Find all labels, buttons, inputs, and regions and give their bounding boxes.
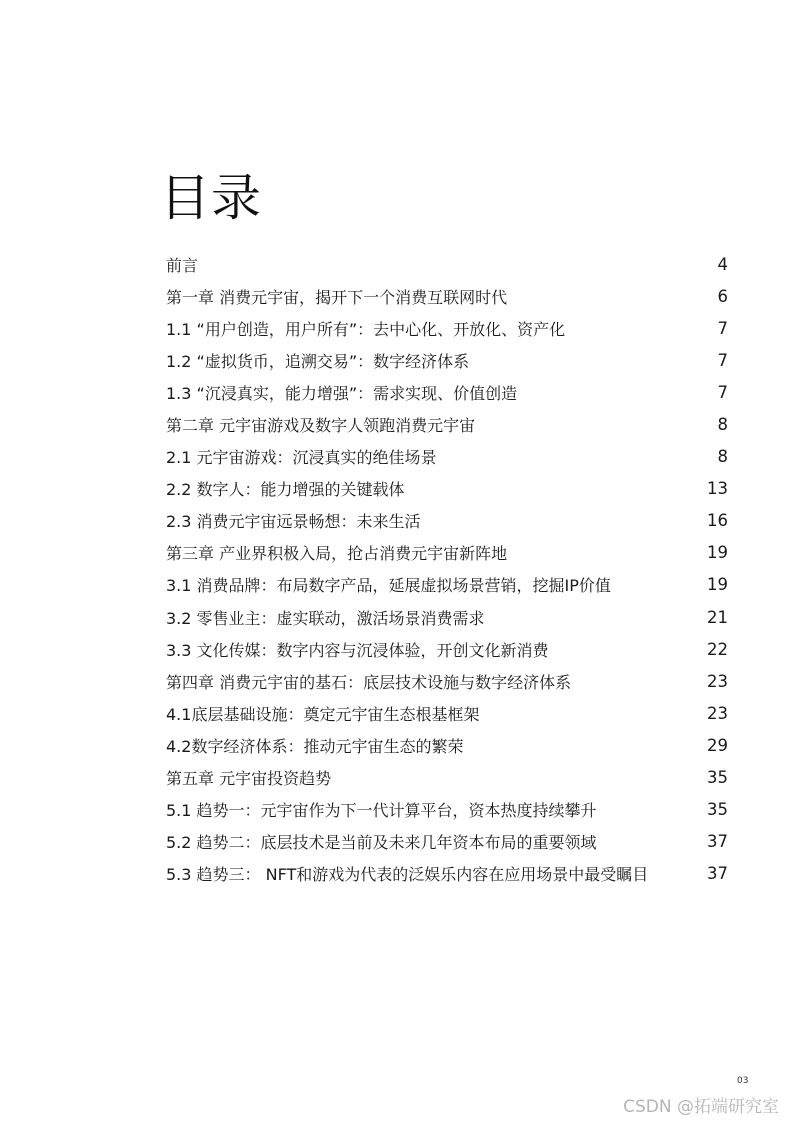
toc-entry[interactable] — [166, 312, 728, 344]
watermark: CSDN @拓端研究室 — [623, 1097, 779, 1117]
toc-entry-page-number: 35 — [707, 800, 728, 820]
toc-entry-page-number: 8 — [717, 415, 728, 435]
toc-entry-title: 2.1 元宇宙游戏：沉浸真实的绝佳场景 — [166, 448, 437, 468]
toc-entry-page-number: 19 — [707, 575, 728, 595]
toc-entry[interactable] — [166, 858, 728, 890]
toc-entry[interactable] — [166, 505, 728, 537]
toc-entry-page-number: 29 — [707, 735, 728, 755]
toc-entry-title: 1.3 “沉浸真实，能力增强”：需求实现、价值创造 — [166, 383, 518, 403]
toc-entry-title: 3.2 零售业主：虚实联动，激活场景消费需求 — [166, 608, 485, 628]
toc-entry-title: 1.2 “虚拟货币，追溯交易”：数字经济体系 — [166, 351, 470, 371]
toc-entry[interactable] — [166, 826, 728, 858]
page-title: 目录 — [160, 169, 262, 227]
toc-entry-title: 第三章 产业界积极入局，抢占消费元宇宙新阵地 — [166, 544, 508, 564]
toc-entry-title: 3.1 消费品牌：布局数字产品，延展虚拟场景营销，挖掘IP价值 — [166, 576, 611, 596]
toc-entry-title: 第一章 消费元宇宙，揭开下一个消费互联网时代 — [166, 287, 508, 307]
toc-entry-page-number: 6 — [717, 286, 728, 306]
toc-entry[interactable] — [166, 248, 728, 280]
toc-entry[interactable] — [166, 344, 728, 376]
toc-entry-page-number: 37 — [707, 864, 728, 884]
toc-entry-title: 4.2数字经济体系：推动元宇宙生态的繁荣 — [166, 736, 464, 756]
toc-entry[interactable] — [166, 762, 728, 794]
toc-entry-title: 2.3 消费元宇宙远景畅想：未来生活 — [166, 512, 421, 532]
toc-entry-title: 第四章 消费元宇宙的基石：底层技术设施与数字经济体系 — [166, 672, 572, 692]
toc-entry[interactable] — [166, 280, 728, 312]
toc-entry[interactable] — [166, 569, 728, 601]
toc-entry-title: 第五章 元宇宙投资趋势 — [166, 769, 332, 789]
toc-entry[interactable] — [166, 376, 728, 408]
toc-entry-page-number: 22 — [707, 639, 728, 659]
toc-entry[interactable] — [166, 408, 728, 440]
toc-entry[interactable] — [166, 441, 728, 473]
toc-entry-title: 1.1 “用户创造，用户所有”：去中心化、开放化、资产化 — [166, 319, 566, 339]
toc-entry-page-number: 7 — [717, 318, 728, 338]
toc-entry-page-number: 16 — [707, 511, 728, 531]
toc-entry-page-number: 4 — [717, 254, 728, 274]
toc-entry-page-number: 37 — [707, 832, 728, 852]
toc-entry-page-number: 7 — [717, 350, 728, 370]
toc-entry[interactable] — [166, 633, 728, 665]
toc-entry[interactable] — [166, 601, 728, 633]
page-number: 03 — [737, 1076, 749, 1086]
toc-entry-page-number: 21 — [707, 607, 728, 627]
toc-entry-page-number: 23 — [707, 671, 728, 691]
toc-entry-title: 第二章 元宇宙游戏及数字人领跑消费元宇宙 — [166, 416, 476, 436]
toc-entry-page-number: 7 — [717, 382, 728, 402]
toc-entry-title: 5.3 趋势三： NFT和游戏为代表的泛娱乐内容在应用场景中最受瞩目 — [166, 865, 649, 885]
toc-entry-title: 5.1 趋势一：元宇宙作为下一代计算平台，资本热度持续攀升 — [166, 801, 597, 821]
toc-entry[interactable] — [166, 794, 728, 826]
toc-entry[interactable] — [166, 729, 728, 761]
toc-entry[interactable] — [166, 473, 728, 505]
toc-entry-title: 2.2 数字人：能力增强的关键载体 — [166, 480, 405, 500]
table-of-contents — [166, 248, 728, 890]
toc-entry[interactable] — [166, 697, 728, 729]
toc-entry-title: 3.3 文化传媒：数字内容与沉浸体验，开创文化新消费 — [166, 640, 549, 660]
toc-entry-title: 4.1底层基础设施：奠定元宇宙生态根基框架 — [166, 704, 480, 724]
toc-entry[interactable] — [166, 537, 728, 569]
toc-entry-page-number: 35 — [707, 768, 728, 788]
toc-entry-page-number: 13 — [707, 479, 728, 499]
toc-entry-title: 5.2 趋势二：底层技术是当前及未来几年资本布局的重要领域 — [166, 833, 597, 853]
toc-entry[interactable] — [166, 665, 728, 697]
toc-entry-page-number: 8 — [717, 447, 728, 467]
toc-entry-title: 前言 — [166, 255, 199, 275]
toc-entry-page-number: 23 — [707, 703, 728, 723]
toc-entry-page-number: 19 — [707, 543, 728, 563]
